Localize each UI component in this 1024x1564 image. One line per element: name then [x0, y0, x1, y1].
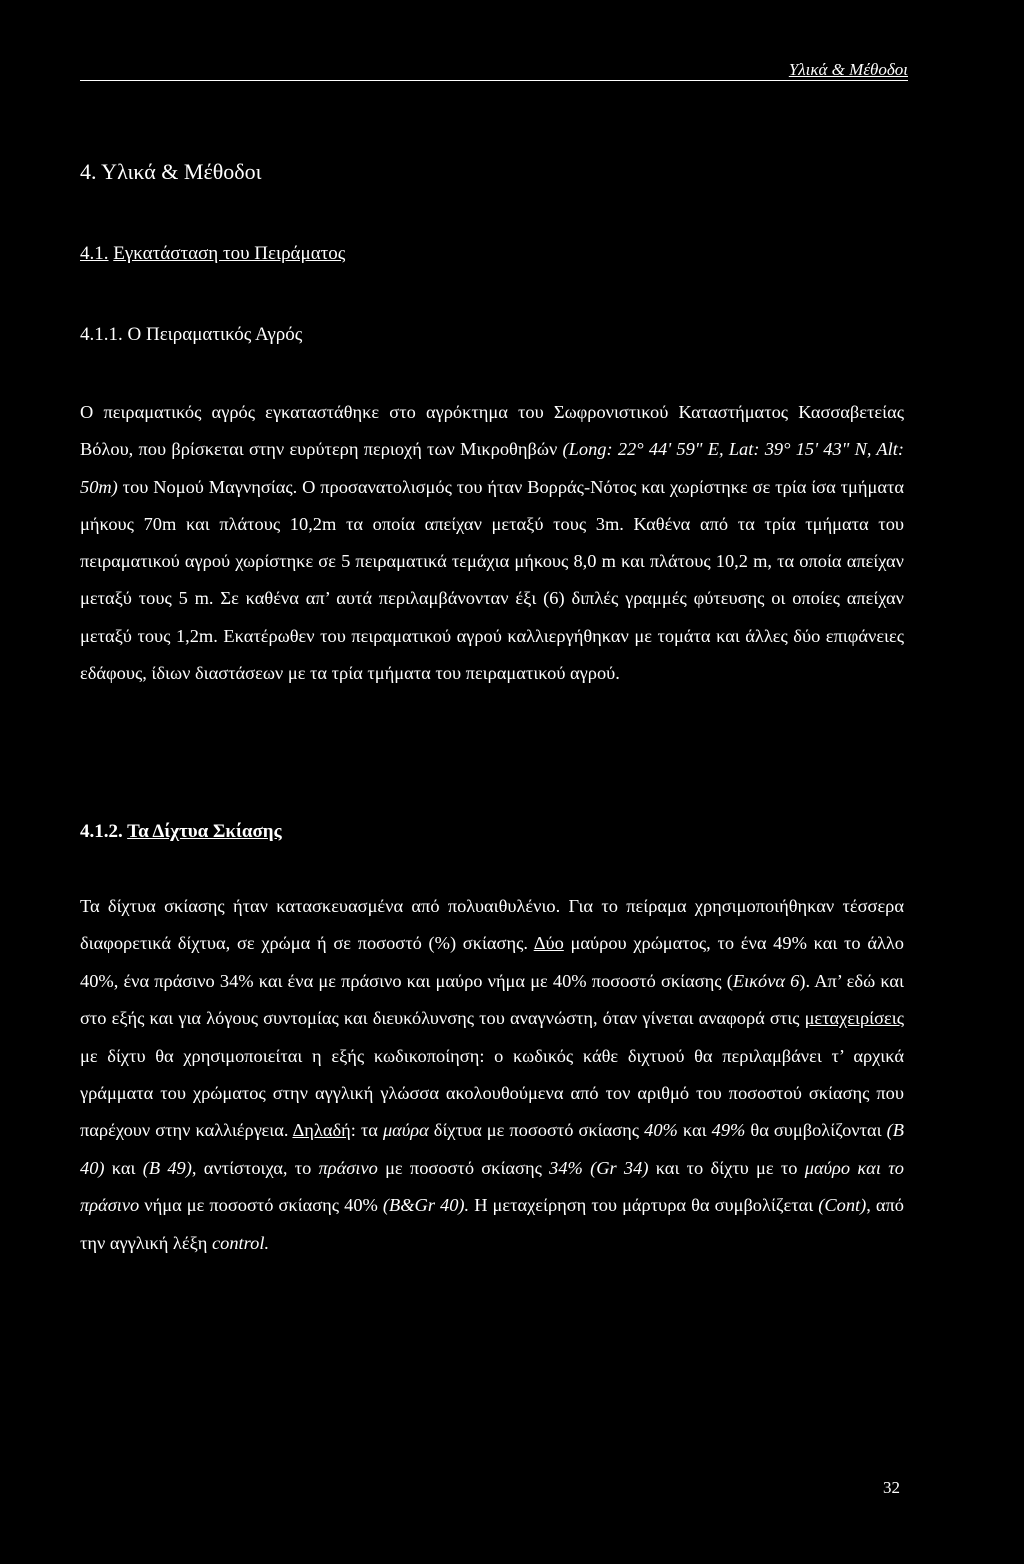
- code-label: (B&Gr 40).: [382, 1195, 470, 1216]
- underlined-text: Δηλαδή: [292, 1120, 351, 1141]
- italic-text: 49%: [711, 1120, 746, 1141]
- code-label: (Cont): [818, 1195, 867, 1216]
- paragraph-text: και: [104, 1157, 143, 1178]
- italic-text: μαύρα: [382, 1120, 429, 1141]
- section-title: [80, 241, 345, 267]
- running-header: Υλικά & Μέθοδοι: [788, 60, 908, 79]
- italic-text: 40%: [644, 1120, 678, 1141]
- paragraph-text: του Νομού Μαγνησίας. Ο προσανατολισμός του ήταν Βορράς-Νότος και χωρίστηκε σε τρία ίσα τμήματα μήκους 70m και πλάτους 10,2m τα οποία απείχαν μεταξύ τους 3m. Καθένα από τα τρία τμήματα του πειραματικού αγρού χωρίστηκε σε 5 πειραματικά τεμάχια μήκους 8,0 m και πλάτους 10,2 m, τα οποία απείχαν μεταξύ τους 5 m. Σε καθένα απ’ αυτά περιλαμβάνονταν έξι (6) διπλές γραμμές φύτευσης οι οποίες απείχαν μεταξύ τους 1,2m. Εκατέρωθεν του πειραματικού αγρού καλλιεργήθηκαν με τομάτα και άλλες δύο επιφάνειες εδάφους, ίδιων διαστάσεων με τα τρία τμήματα του πειραματικού αγρού.: [80, 476, 904, 684]
- italic-text: πράσινο: [318, 1157, 378, 1178]
- paragraph-text: νήμα με ποσοστό σκίασης 40%: [139, 1195, 383, 1216]
- chapter-title: 4. Υλικά & Μέθοδοι: [80, 159, 262, 184]
- paragraph-text: θα συμβολίζονται: [745, 1120, 887, 1141]
- italic-text: control.: [212, 1232, 270, 1253]
- subsection-title-shade-nets: [80, 819, 282, 845]
- paragraph-text: Η μεταχείρηση του μάρτυρα θα συμβολίζεται: [469, 1195, 819, 1216]
- page-number: 32: [883, 1478, 900, 1497]
- paragraph-text: με δίχτυ θα χρησιμοποιείται η εξής κωδικοποίηση: ο κωδικός κάθε διχτυού θα περιλαμβάνει τ’ αρχικά γράμματα του χρώματος στην αγγλική γλώσσα ακολουθούμενα από τον αριθμό του ποσοστού σκίασης που παρέχουν στην καλλιέργεια.: [80, 1045, 904, 1141]
- section-title-text: Εγκατάσταση του Πειράματος: [113, 243, 346, 264]
- subsection-title-text: Τα Δίχτυα Σκίασης: [127, 821, 282, 842]
- section-number: 4.1.: [80, 243, 109, 264]
- italic-text: μαύρο και το πράσινο: [80, 1157, 904, 1216]
- code-label: 34% (Gr 34): [549, 1157, 649, 1178]
- paragraph-text: και: [677, 1120, 712, 1141]
- paragraph-text: δίχτυα με ποσοστό σκίασης: [428, 1120, 645, 1141]
- paragraph-text: Ο πειραματικός αγρός εγκαταστάθηκε στο αγρόκτημα του Σωφρονιστικού Καταστήματος Κασσαβετείας Βόλου, που βρίσκεται στην ευρύτερη περιοχή των Μικροθηβών: [80, 402, 904, 460]
- paragraph-text: μαύρου χρώματος, το ένα 49% και το άλλο 40%, ένα πράσινο 34% και ένα με πράσινο και μαύρο νήμα με 40% ποσοστό σκίασης (: [80, 933, 904, 991]
- paragraph-text: : τα: [350, 1120, 383, 1141]
- paragraph-text: και το δίχτυ με το: [648, 1157, 805, 1178]
- figure-reference: Εικόνα 6: [732, 970, 800, 991]
- underlined-text: μεταχειρίσεις: [804, 1008, 904, 1029]
- paragraph-text: Τα δίχτυα σκίασης ήταν κατασκευασμένα από πολυαιθυλένιο. Για το πείραμα χρησιμοποιήθηκαν τέσσερα διαφορετικά δίχτυα, σε χρώμα ή σε ποσοστό (%) σκίασης.: [80, 896, 904, 954]
- underlined-text: Δύο: [533, 933, 564, 954]
- subsection-number: 4.1.1.: [80, 324, 123, 345]
- paragraph-shade-nets: [80, 888, 904, 1262]
- code-label: (Β 49): [142, 1157, 192, 1178]
- paragraph-text: , από την αγγλική λέξη: [80, 1195, 905, 1253]
- subsection-title-text: Ο Πειραματικός Αγρός: [127, 324, 303, 345]
- subsection-number: 4.1.2.: [80, 821, 123, 842]
- paragraph-text: με ποσοστό σκίασης: [377, 1157, 550, 1178]
- paragraph-text: , αντίστοιχα, το: [191, 1157, 319, 1178]
- paragraph-experimental-field: [80, 394, 904, 692]
- code-label: (Β 40): [80, 1120, 904, 1178]
- paragraph-text: ). Απ’ εδώ και στο εξής και για λόγους συντομίας και διευκόλυνσης του αναγνώστη, όταν γίνεται αναφορά στις: [80, 970, 905, 1029]
- header-rule: [80, 80, 908, 81]
- coordinates: (Long: 22° 44' 59" E, Lat: 39° 15' 43" N, Alt: 50m): [80, 439, 904, 497]
- subsection-title-experimental-field: [80, 322, 302, 348]
